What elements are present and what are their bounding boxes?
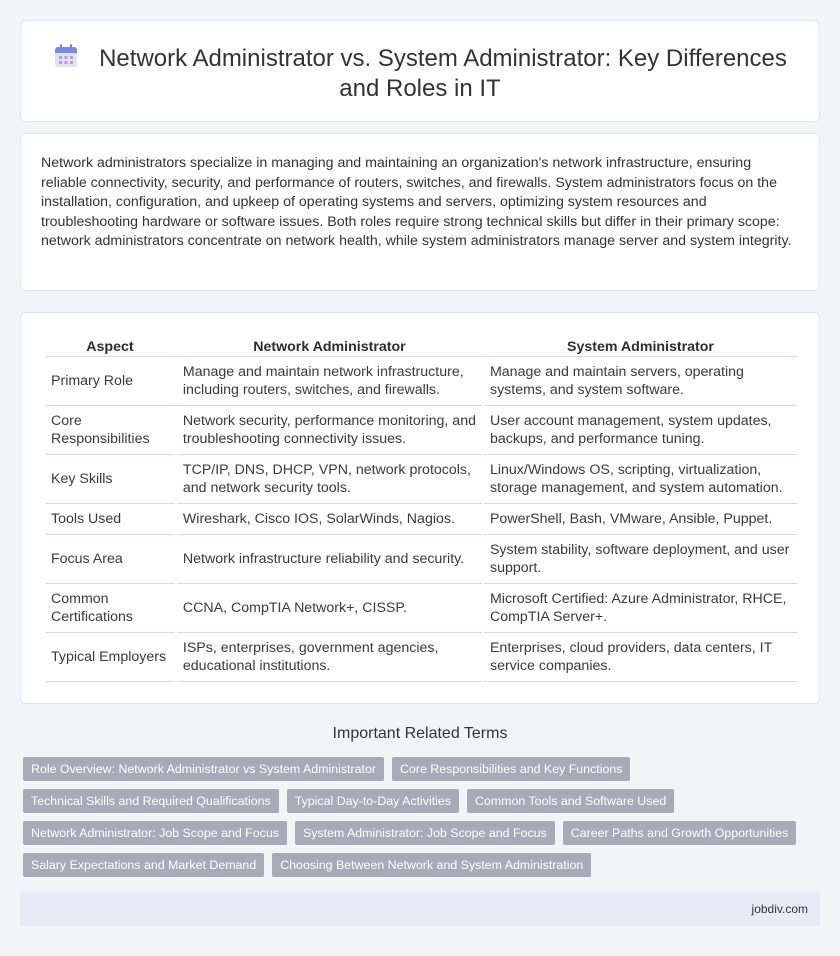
system-admin-cell: PowerShell, Bash, VMware, Ansible, Puppet. bbox=[484, 504, 797, 535]
header-aspect: Aspect bbox=[45, 333, 175, 357]
aspect-cell: Primary Role bbox=[45, 357, 175, 406]
related-term-tag[interactable]: Career Paths and Growth Opportunities bbox=[563, 821, 797, 845]
comparison-table bbox=[43, 333, 799, 682]
intro-card bbox=[20, 133, 820, 291]
related-term-tag[interactable]: Network Administrator: Job Scope and Focus bbox=[23, 821, 287, 845]
title-line-1: Network Administrator vs. System Administrator: Key Differences bbox=[99, 45, 787, 72]
related-term-tag[interactable]: Typical Day-to-Day Activities bbox=[287, 789, 459, 813]
aspect-cell: Key Skills bbox=[45, 455, 175, 504]
tag-row bbox=[23, 853, 823, 877]
page-title bbox=[21, 43, 819, 104]
system-admin-cell: System stability, software deployment, and user support. bbox=[484, 535, 797, 584]
table-row bbox=[45, 584, 797, 633]
table-header-row bbox=[45, 333, 797, 357]
table-row bbox=[45, 406, 797, 455]
title-line-2: and Roles in IT bbox=[339, 75, 501, 102]
network-admin-cell: ISPs, enterprises, government agencies, educational institutions. bbox=[177, 633, 482, 682]
system-admin-cell: Microsoft Certified: Azure Administrator, RHCE, CompTIA Server+. bbox=[484, 584, 797, 633]
table-row bbox=[45, 504, 797, 535]
related-terms-list bbox=[23, 757, 823, 885]
table-row bbox=[45, 357, 797, 406]
network-admin-cell: Manage and maintain network infrastructure, including routers, switches, and firewalls. bbox=[177, 357, 482, 406]
aspect-cell: Typical Employers bbox=[45, 633, 175, 682]
network-admin-cell: Network security, performance monitoring, and troubleshooting connectivity issues. bbox=[177, 406, 482, 455]
aspect-cell: Core Responsibilities bbox=[45, 406, 175, 455]
related-term-tag[interactable]: Technical Skills and Required Qualifications bbox=[23, 789, 279, 813]
table-row bbox=[45, 535, 797, 584]
header-system-admin: System Administrator bbox=[484, 333, 797, 357]
related-term-tag[interactable]: System Administrator: Job Scope and Focus bbox=[295, 821, 555, 845]
intro-text: Network administrators specialize in managing and maintaining an organization's network infrastructure, ensuring reliable connectivity, security, and performance of routers, switches, and firewalls. System administrators focus on the installation, configuration, and upkeep of operating systems and servers, optimizing system resources and troubleshooting hardware or software issues. Both roles require strong technical skills but differ in their primary scope: network administrators concentrate on network health, while system administrators manage server and system integrity. bbox=[41, 155, 792, 249]
tag-row bbox=[23, 789, 823, 813]
network-admin-cell: CCNA, CompTIA Network+, CISSP. bbox=[177, 584, 482, 633]
related-term-tag[interactable]: Core Responsibilities and Key Functions bbox=[392, 757, 630, 781]
related-term-tag[interactable]: Choosing Between Network and System Administration bbox=[272, 853, 591, 877]
table-row bbox=[45, 633, 797, 682]
system-admin-cell: Enterprises, cloud providers, data centers, IT service companies. bbox=[484, 633, 797, 682]
footer bbox=[20, 892, 820, 926]
header bbox=[21, 43, 819, 104]
comparison-card bbox=[20, 312, 820, 704]
related-term-tag[interactable]: Common Tools and Software Used bbox=[467, 789, 674, 813]
network-admin-cell: Network infrastructure reliability and security. bbox=[177, 535, 482, 584]
header-card bbox=[20, 20, 820, 122]
header-network-admin: Network Administrator bbox=[177, 333, 482, 357]
calendar-icon bbox=[53, 43, 79, 69]
network-admin-cell: Wireshark, Cisco IOS, SolarWinds, Nagios. bbox=[177, 504, 482, 535]
tag-row bbox=[23, 757, 823, 781]
system-admin-cell: Manage and maintain servers, operating systems, and system software. bbox=[484, 357, 797, 406]
footer-site-link[interactable]: jobdiv.com bbox=[751, 902, 808, 916]
related-term-tag[interactable]: Role Overview: Network Administrator vs System Administrator bbox=[23, 757, 384, 781]
table-row bbox=[45, 455, 797, 504]
tag-row bbox=[23, 821, 823, 845]
aspect-cell: Focus Area bbox=[45, 535, 175, 584]
network-admin-cell: TCP/IP, DNS, DHCP, VPN, network protocols, and network security tools. bbox=[177, 455, 482, 504]
system-admin-cell: User account management, system updates, backups, and performance tuning. bbox=[484, 406, 797, 455]
related-terms-title: Important Related Terms bbox=[332, 725, 508, 742]
aspect-cell: Common Certifications bbox=[45, 584, 175, 633]
system-admin-cell: Linux/Windows OS, scripting, virtualization, storage management, and system automation. bbox=[484, 455, 797, 504]
aspect-cell: Tools Used bbox=[45, 504, 175, 535]
related-term-tag[interactable]: Salary Expectations and Market Demand bbox=[23, 853, 264, 877]
